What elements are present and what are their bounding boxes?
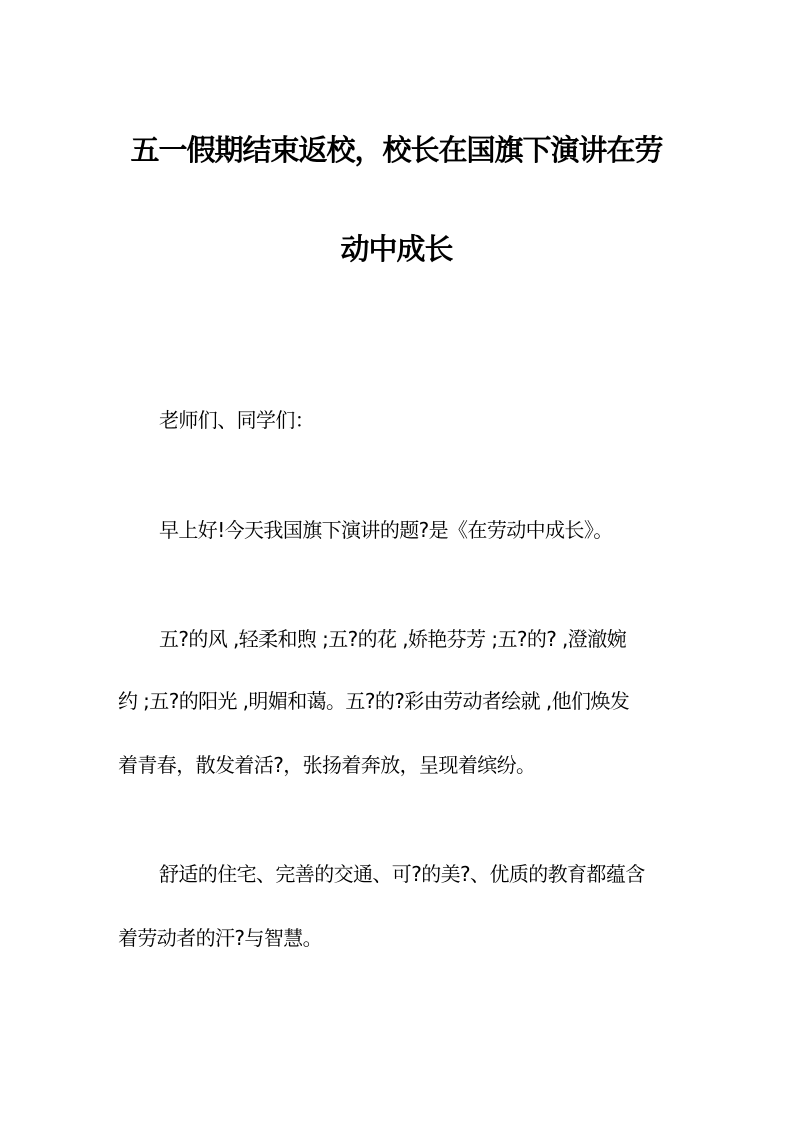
paragraph-may-line-2: 约 ;五?的阳光 ,明媚和蔼。五?的?彩由劳动者绘就 ,他们焕发 [118,689,630,713]
salutation: 老师们、同学们： [159,408,315,432]
paragraph-labor-line-1: 舒适的住宅、完善的交通、可?的美?、优质的教育都蕴含 [159,862,645,886]
document-title-line-2: 动中成长 [340,232,453,266]
paragraph-may-line-3: 着青春，散发着活?，张扬着奔放，呈现着缤纷。 [118,753,536,777]
paragraph-labor-line-2: 着劳动者的汗?与智慧。 [118,926,323,950]
paragraph-may-line-1: 五?的风 ,轻柔和煦 ;五?的花 ,娇艳芬芳 ;五?的? ,澄澈婉 [159,627,626,651]
document-title-line-1: 五一假期结束返校，校长在国旗下演讲在劳 [130,133,663,167]
paragraph-greeting: 早上好!今天我国旗下演讲的题?是《在劳动中成长》。 [159,518,613,542]
